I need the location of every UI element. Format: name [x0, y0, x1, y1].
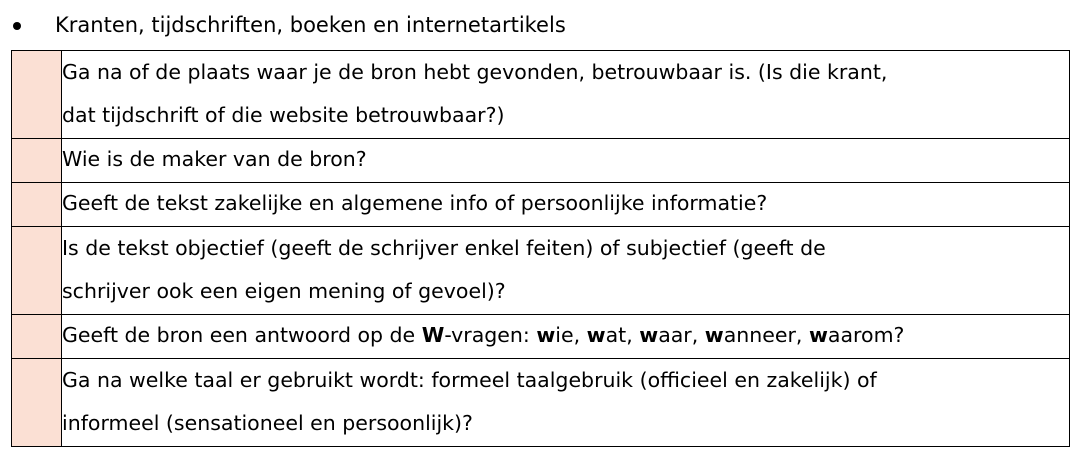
text-segment: -vragen: [444, 323, 537, 347]
bold-segment: W [421, 323, 445, 347]
checklist-line: Ga na of de plaats waar je de bron hebt gevonden, betrouwbaar is. (Is die krant, [62, 60, 888, 84]
check-cell[interactable] [12, 359, 62, 447]
checklist-text [62, 359, 1070, 447]
checklist-table [11, 50, 1070, 447]
checklist-text [62, 183, 1070, 227]
checklist-row [12, 183, 1070, 227]
checklist-row [12, 227, 1070, 315]
checklist-line: Geeft de tekst zakelijke en algemene info of persoonlijke informatie? [62, 191, 768, 215]
checklist-line: schrijver ook een eigen mening of gevoel)? [62, 278, 506, 303]
text-segment: ie, [555, 323, 587, 347]
check-cell[interactable] [12, 183, 62, 227]
bold-segment: w [808, 323, 828, 347]
bold-segment: w [639, 323, 659, 347]
checklist-line: informeel (sensationeel en persoonlijk)? [62, 410, 473, 435]
checklist-line: dat tijdschrift of die website betrouwbaar?) [62, 102, 505, 127]
checklist-text [62, 139, 1070, 183]
check-cell[interactable] [12, 139, 62, 183]
text-segment: aar, [658, 323, 705, 347]
checklist-text [62, 51, 1070, 139]
checklist-line: Wie is de maker van de bron? [62, 147, 367, 171]
checklist-line: Is de tekst objectief (geeft de schrijver enkel feiten) of subjectief (geeft de [62, 236, 826, 260]
bold-segment: w [704, 323, 724, 347]
check-cell[interactable] [12, 227, 62, 315]
checklist-line: Ga na welke taal er gebruikt wordt: formeel taalgebruik (officieel en zakelijk) of [62, 368, 877, 392]
bold-segment: w [586, 323, 606, 347]
bold-segment: w [536, 323, 556, 347]
text-segment: anneer, [723, 323, 809, 347]
bullet-text: Kranten, tijdschriften, boeken en internetartikels [55, 13, 566, 37]
checklist-row [12, 359, 1070, 447]
checklist-text [62, 315, 1070, 359]
checklist-row [12, 51, 1070, 139]
check-cell[interactable] [12, 315, 62, 359]
checklist-line-w-questions [62, 315, 1069, 356]
bullet-dot-icon [13, 22, 21, 30]
check-cell[interactable] [12, 51, 62, 139]
text-segment: at, [605, 323, 640, 347]
text-segment: Geeft de bron een antwoord op de [62, 323, 422, 347]
checklist-row [12, 139, 1070, 183]
checklist-row [12, 315, 1070, 359]
checklist-text [62, 227, 1070, 315]
text-segment: aarom? [827, 323, 905, 347]
